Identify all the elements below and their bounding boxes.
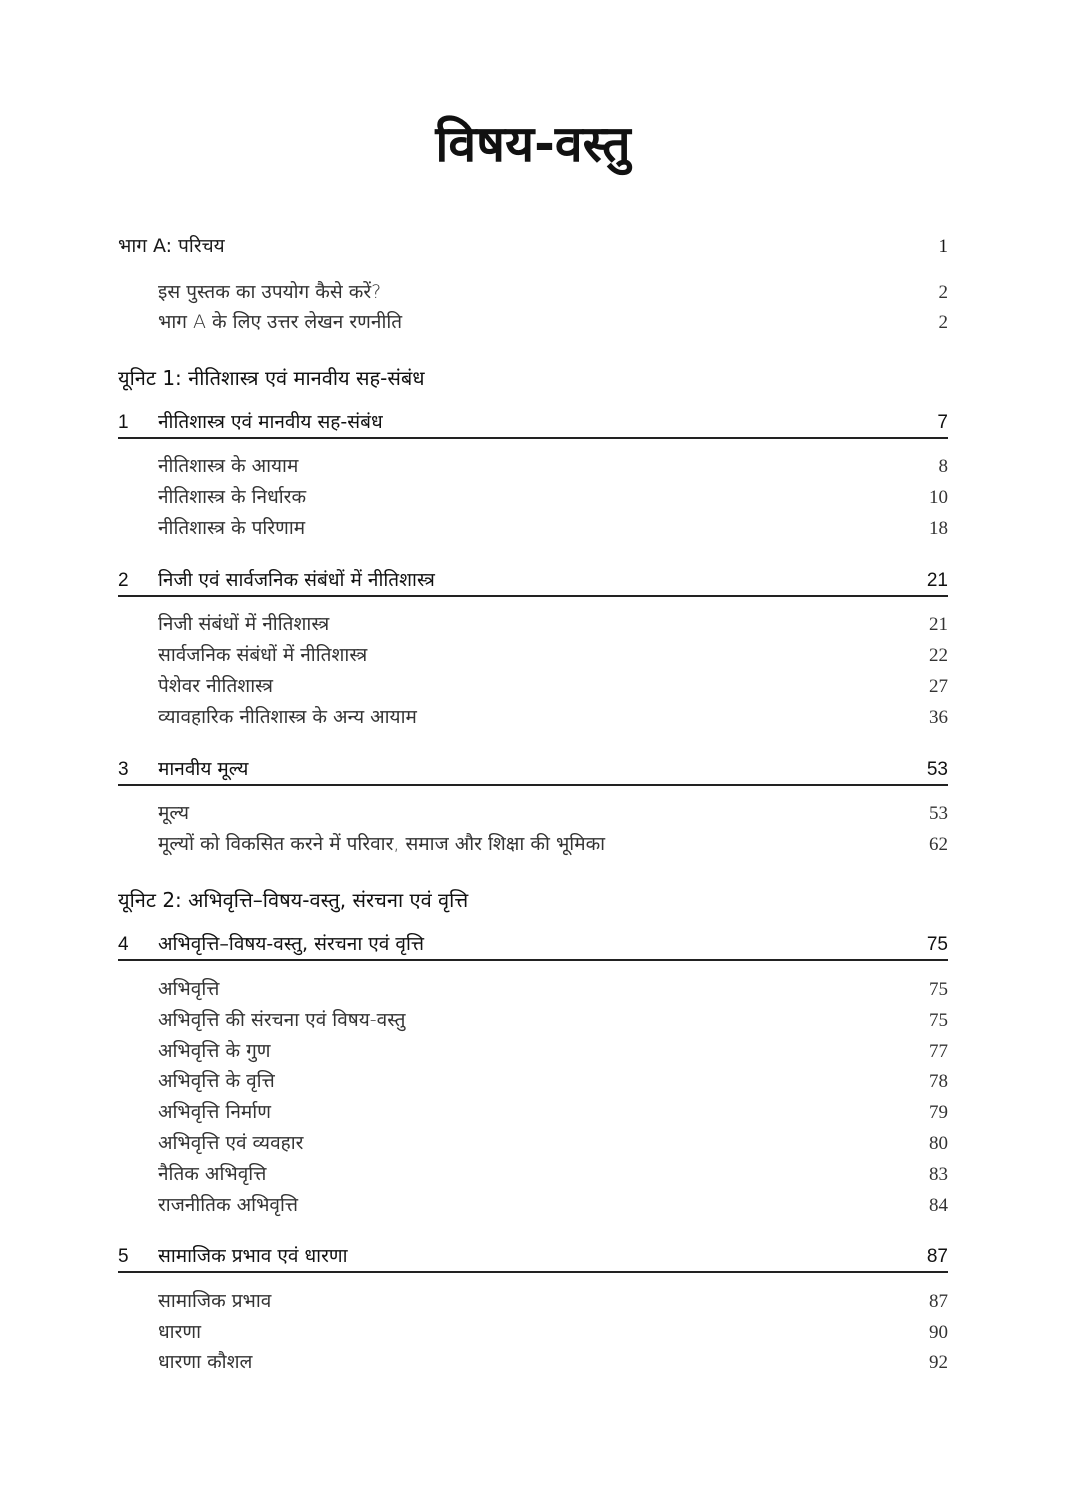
toc-page-number: 92 (929, 1352, 948, 1373)
toc-entry[interactable] (158, 1191, 948, 1217)
toc-entry[interactable] (158, 1129, 948, 1155)
toc-entry-label: अभिवृत्ति के गुण (158, 1040, 271, 1062)
toc-page-number: 78 (929, 1071, 948, 1092)
toc-entry-label: सार्वजनिक संबंधों में नीतिशास्त्र (158, 644, 368, 666)
toc-page-number: 53 (929, 803, 948, 824)
toc-page-number: 2 (938, 282, 948, 303)
toc-page-number: 87 (926, 1246, 948, 1267)
toc-entry[interactable] (158, 610, 948, 636)
toc-chapter[interactable] (118, 930, 948, 961)
toc-entry-label: मूल्य (158, 802, 190, 824)
toc-entry[interactable] (158, 672, 948, 698)
toc-entry-label: राजनीतिक अभिवृत्ति (158, 1194, 299, 1216)
toc-entry[interactable] (158, 1318, 948, 1344)
chapter-number: 5 (118, 1246, 129, 1267)
toc-entry[interactable] (158, 308, 948, 334)
toc-entry[interactable] (158, 1037, 948, 1063)
toc-page-number: 2 (938, 312, 948, 333)
chapter-number: 3 (118, 759, 129, 780)
toc-entry-label: धारणा कौशल (158, 1351, 253, 1373)
chapter-number: 4 (118, 934, 129, 955)
toc-entry-label: मूल्यों को विकसित करने में परिवार, समाज और शिक्षा की भूमिका (158, 833, 606, 855)
toc-page-number: 84 (929, 1195, 948, 1216)
toc-page-number: 62 (929, 834, 948, 855)
toc-entry[interactable] (158, 452, 948, 478)
toc-part-a[interactable] (118, 232, 948, 258)
toc-page-number: 87 (929, 1291, 948, 1312)
toc-entry[interactable] (158, 703, 948, 729)
toc-page-number: 1 (938, 236, 948, 257)
toc-entry-label: धारणा (158, 1321, 202, 1343)
toc-page-number: 80 (929, 1133, 948, 1154)
toc-unit-label: यूनिट 2: अभिवृत्ति–विषय-वस्तु, संरचना एवं वृत्ति (118, 888, 469, 912)
chapter-title: सामाजिक प्रभाव एवं धारणा (158, 1245, 348, 1267)
toc-entry[interactable] (158, 1160, 948, 1186)
toc-entry[interactable] (158, 1006, 948, 1032)
toc-entry-label: नीतिशास्त्र के निर्धारक (158, 486, 307, 508)
toc-entry-label: नीतिशास्त्र के आयाम (158, 455, 299, 477)
toc-entry-label: नैतिक अभिवृत्ति (158, 1163, 267, 1185)
page-title: विषय-वस्तु (435, 115, 631, 173)
toc-part-label: भाग A: परिचय (118, 235, 225, 257)
toc-page-number: 10 (929, 487, 948, 508)
toc-chapter[interactable] (118, 566, 948, 597)
toc-entry[interactable] (158, 1098, 948, 1124)
toc-entry[interactable] (158, 514, 948, 540)
toc-page-number: 7 (937, 412, 948, 433)
toc-unit-heading[interactable] (118, 364, 948, 391)
toc-page-number: 53 (926, 759, 948, 780)
toc-page-number: 75 (929, 979, 948, 1000)
toc-entry[interactable] (158, 483, 948, 509)
toc-page-number: 79 (929, 1102, 948, 1123)
toc-page-number: 18 (929, 518, 948, 539)
toc-page-number: 21 (929, 614, 948, 635)
toc-page-number: 75 (926, 934, 948, 955)
toc-entry-label: सामाजिक प्रभाव (158, 1290, 272, 1312)
toc-chapter[interactable] (118, 1242, 948, 1273)
toc-entry-label: अभिवृत्ति की संरचना एवं विषय-वस्तु (158, 1009, 406, 1031)
toc-entry-label: भाग A के लिए उत्तर लेखन रणनीति (158, 311, 403, 333)
toc-chapter[interactable] (118, 755, 948, 786)
toc-page-number: 83 (929, 1164, 948, 1185)
toc-page-number: 36 (929, 707, 948, 728)
toc-entry-label: व्यावहारिक नीतिशास्त्र के अन्य आयाम (158, 706, 417, 728)
toc-entry-label: अभिवृत्ति (158, 978, 220, 1000)
toc-entry[interactable] (158, 799, 948, 825)
toc-page-number: 21 (926, 570, 948, 591)
toc-entry[interactable] (158, 641, 948, 667)
toc-entry-label: अभिवृत्ति निर्माण (158, 1101, 271, 1123)
chapter-number: 1 (118, 412, 129, 433)
toc-page-number: 90 (929, 1322, 948, 1343)
toc-page-number: 27 (929, 676, 948, 697)
toc-page-number: 77 (929, 1041, 948, 1062)
toc-entry-label: निजी संबंधों में नीतिशास्त्र (158, 613, 330, 635)
toc-unit-heading[interactable] (118, 886, 948, 913)
toc-unit-label: यूनिट 1: नीतिशास्त्र एवं मानवीय सह-संबंध (118, 366, 425, 390)
toc-page-number: 8 (938, 456, 948, 477)
toc-entry-label: अभिवृत्ति के वृत्ति (158, 1070, 275, 1092)
toc-entry[interactable] (158, 975, 948, 1001)
toc-entry-label: इस पुस्तक का उपयोग कैसे करें? (158, 281, 382, 303)
chapter-title: अभिवृत्ति–विषय-वस्तु, संरचना एवं वृत्ति (158, 933, 425, 955)
chapter-title: मानवीय मूल्य (158, 758, 249, 780)
toc-entry[interactable] (158, 830, 948, 856)
toc-page-number: 22 (929, 645, 948, 666)
toc-entry-label: अभिवृत्ति एवं व्यवहार (158, 1132, 304, 1154)
toc-entry[interactable] (158, 278, 948, 304)
chapter-title: नीतिशास्त्र एवं मानवीय सह-संबंध (158, 411, 383, 433)
toc-chapter[interactable] (118, 408, 948, 439)
toc-entry-label: नीतिशास्त्र के परिणाम (158, 517, 306, 539)
toc-entry[interactable] (158, 1348, 948, 1374)
chapter-title: निजी एवं सार्वजनिक संबंधों में नीतिशास्त्र (158, 569, 435, 591)
toc-entry[interactable] (158, 1067, 948, 1093)
toc-page-number: 75 (929, 1010, 948, 1031)
chapter-number: 2 (118, 570, 129, 591)
toc-entry[interactable] (158, 1287, 948, 1313)
toc-entry-label: पेशेवर नीतिशास्त्र (158, 675, 274, 697)
